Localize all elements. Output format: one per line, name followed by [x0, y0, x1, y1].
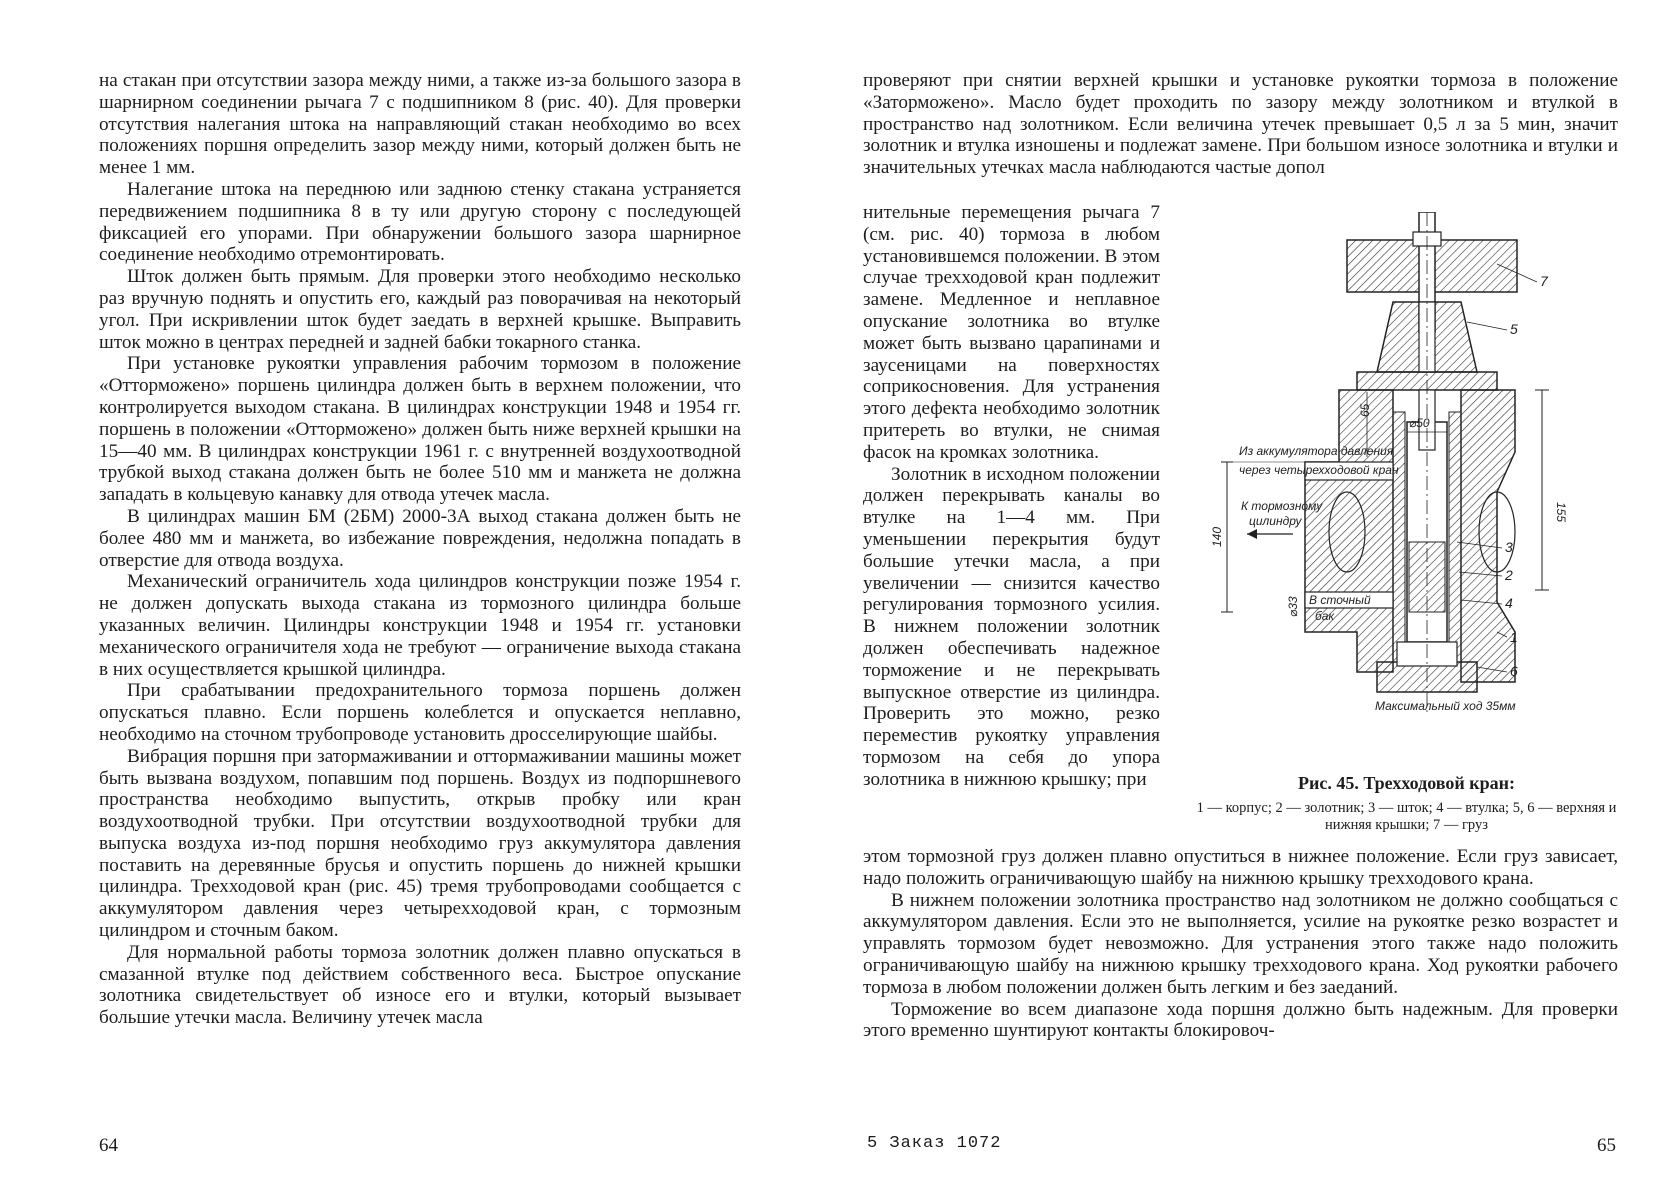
- part-number-7: 7: [1540, 273, 1548, 289]
- right-page-bottom-text: [863, 846, 1618, 1042]
- dimension-65: 65: [1358, 403, 1372, 417]
- paragraph: проверяют при снятии верхней крышки и установке рукоятки тормоза в положение «Заторможено». Масло будет проходить по зазору между золотником и втулкой в пространство над золотником. Если величина утечек превышает 0,5 л за 5 мин, значит золотник и втулка изношены и подлежат замене. При большом износе золотника и втулки и значительных утечках масла наблюдаются частые допол: [863, 70, 1618, 179]
- paragraph: нительные перемещения рычага 7 (см. рис. 40) тормоза в любом установившемся положении. В этом случае трехходовой кран подлежит замене. Медленное и неплавное опускание золотника во втулке может быть вызвано царапинами и заусеницами на поверхностях соприкосновения. Для устранения этого дефекта необходимо золотник притереть во втулки, не снимая фасок на кромках золотника.: [863, 202, 1160, 463]
- part-number-5: 5: [1510, 321, 1518, 337]
- label-to-tank-2: бак: [1315, 609, 1335, 623]
- left-page-text: [99, 70, 741, 1029]
- dimension-50: ⌀50: [1409, 416, 1430, 430]
- paragraph: Налегание штока на переднюю или заднюю стенку стакана устраняется передвижением подшипника 8 в ту или другую сторону с последующей фиксацией его упорами. При обнаружении большого зазора шарнирное соединение необходимо отремонтировать.: [99, 178, 741, 266]
- label-to-cylinder: К тормозному: [1241, 499, 1323, 513]
- figure-caption: [1189, 773, 1624, 834]
- part-number-4: 4: [1505, 595, 1513, 611]
- dimension-33: ⌀33: [1286, 596, 1300, 617]
- right-page: [827, 0, 1654, 1191]
- figure-title: Рис. 45. Трехходовой кран:: [1298, 773, 1515, 793]
- page-number-right: 65: [1597, 1135, 1616, 1156]
- paragraph: Золотник в исходном положении должен перекрывать каналы во втулке на 1—4 мм. При уменьшении перекрытия будут большие утечки масла, а при увеличении — снизится качество регулирования тормозного усилия. В нижнем положении золотник должен обеспечивать надежное торможение и не перекрывать выпускное отверстие из цилиндра. Проверить это можно, резко переместив рукоятку управления тормозом на себя до упора золотника в нижнюю крышку; при: [863, 463, 1160, 790]
- paragraph: При установке рукоятки управления рабочим тормозом в положение «Отторможено» поршень цилиндра должен быть в верхнем положении, что контролируется выходом стакана. В цилиндрах конструкции 1948 и 1954 гг. поршень в положении «Отторможено» должен быть ниже верхней крышки на 15—40 мм. В цилиндрах конструкции 1961 г. с внутренней воздухоотводной трубкой выход стакана должен быть не более 510 мм и манжета не должна западать в кольцевую канавку для отвода утечек масла.: [99, 353, 741, 506]
- paragraph: Торможение во всем диапазоне хода поршня должно быть надежным. Для проверки этого временно шунтируют контакты блокировоч-: [863, 998, 1618, 1042]
- paragraph: В цилиндрах машин БМ (2БМ) 2000-3А выход стакана должен быть не более 480 мм и манжета, во избежание повреждения, недолжна попадать в отверстие для отвода воздуха.: [99, 505, 741, 571]
- paragraph: При срабатывании предохранительного тормоза поршень должен опускаться плавно. Если поршень колеблется и опускается неплавно, необходимо на сточном трубопроводе установить дросселирующие шайбы.: [99, 680, 741, 745]
- label-max-stroke: Максимальный ход 35мм: [1375, 699, 1516, 713]
- right-page-top-text: [863, 70, 1618, 179]
- printer-signature: 5 Заказ 1072: [867, 1134, 1002, 1153]
- right-page-side-text: [863, 202, 1160, 791]
- paragraph: Для нормальной работы тормоза золотник должен плавно опускаться в смазанной втулке под действием собственного веса. Быстрое опускание золотника свидетельствует об износе его и втулки, который вызывает большие утечки масла. Величину утечек масла: [99, 941, 741, 1029]
- figure-legend: 1 — корпус; 2 — золотник; 3 — шток; 4 — втулка; 5, 6 — верхняя и нижняя крышки; 7 — груз: [1196, 800, 1617, 833]
- paragraph: на стакан при отсутствии зазора между ними, а также из-за большого зазора в шарнирном соединении рычага 7 с подшипником 8 (рис. 40). Для проверки отсутствия налегания штока на направляющий стакан необходимо во всех положениях поршня определить зазор между ними, который должен быть не менее 1 мм.: [99, 70, 741, 179]
- three-way-valve-figure: [1197, 212, 1617, 772]
- part-number-2: 2: [1505, 567, 1513, 583]
- label-from-accumulator: Из аккумулятора давления: [1239, 444, 1394, 458]
- label-to-tank: В сточный: [1309, 593, 1371, 607]
- label-to-cylinder-2: цилиндру: [1249, 514, 1302, 528]
- paragraph: этом тормозной груз должен плавно опуститься в нижнее положение. Если груз зависает, надо положить ограничивающую шайбу на нижнюю крышку трехходового крана.: [863, 846, 1618, 889]
- dimension-140: 140: [1210, 526, 1224, 547]
- part-number-1: 1: [1510, 629, 1518, 645]
- part-number-6: 6: [1510, 663, 1518, 679]
- paragraph: Шток должен быть прямым. Для проверки этого необходимо несколько раз вручную поднять и опустить его, каждый раз поворачивая на некоторый угол. При искривлении шток будет заедать в верхней крышке. Выправить шток можно в центрах передней и задней бабки токарного станка.: [99, 266, 741, 353]
- paragraph: Механический ограничитель хода цилиндров конструкции позже 1954 г. не должен допускать выхода стакана из тормозного цилиндра больше указанных величин. Цилиндры конструкции 1948 и 1954 гг. установки механического ограничителя хода не требуют — ограничение выхода стакана в них осуществляется крышкой цилиндра.: [99, 571, 741, 680]
- label-via-four-way-valve: через четырехходовой кран: [1239, 463, 1399, 477]
- part-number-3: 3: [1505, 539, 1513, 555]
- valve-drawing: [1197, 212, 1617, 772]
- paragraph: Вибрация поршня при затормаживании и оттормаживании машины может быть вызвана воздухом, попавшим под поршень. Воздух из подпоршневого пространства необходимо выпустить, открыв пробку или кран воздухоотводной трубки. При отсутствии воздухоотводной трубки для выпуска воздуха из-под поршня необходимо груз аккумулятора давления поставить на деревянные брусья и опустить поршень до нижней крышки цилиндра. Трехходовой кран (рис. 45) тремя трубопроводами сообщается с аккумулятором давления через четырехходовой кран, с тормозным цилиндром и сточным баком.: [99, 745, 741, 942]
- dimension-155: 155: [1554, 502, 1568, 523]
- paragraph: В нижнем положении золотника пространство над золотником не должно сообщаться с аккумулятором давления. Если это не выполняется, усилие на рукоятке резко возрастет и управлять тормозом будет невозможно. Для устранения этого также надо положить ограничивающую шайбу на нижнюю крышку трехходового крана. Ход рукоятки рабочего тормоза в любом положении должен быть легким и без заеданий.: [863, 889, 1618, 998]
- page-number-left: 64: [99, 1135, 118, 1156]
